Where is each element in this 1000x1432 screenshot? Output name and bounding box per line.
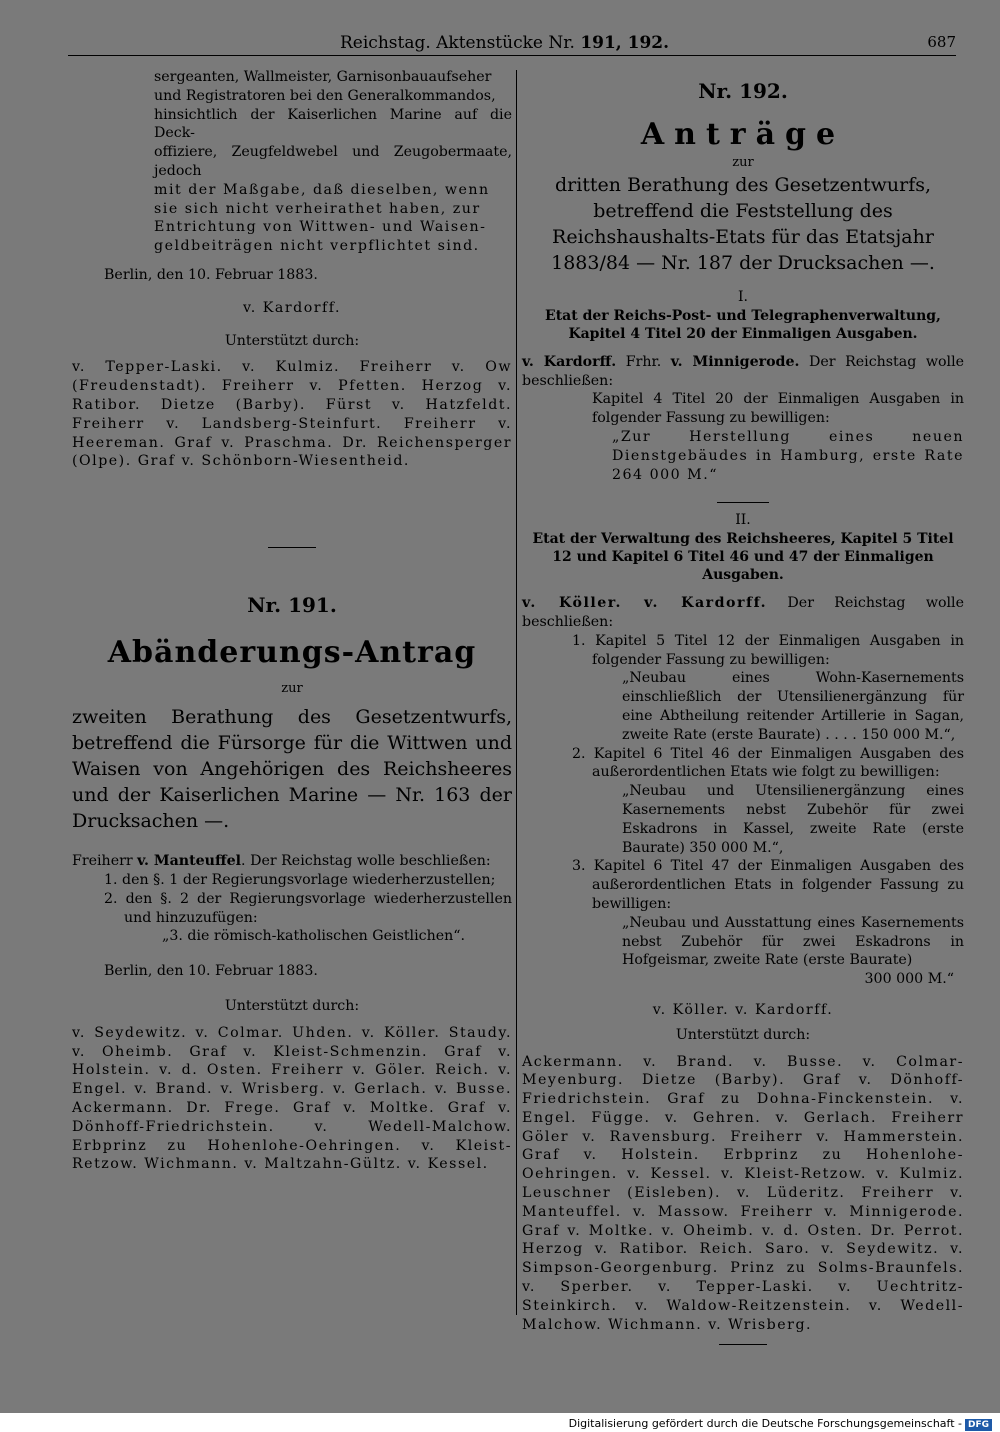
motion-intro — [72, 852, 512, 871]
title-connector: zur — [281, 681, 303, 697]
title-connector: zur — [732, 155, 754, 170]
signature: v. Kardorff. — [242, 299, 342, 316]
text-line: offiziere, Zeugfeldwebel und Zeugobermaate, jedoch — [154, 144, 512, 179]
document-title: Anträge — [640, 117, 846, 152]
section-numeral: I. — [738, 289, 748, 305]
text-line: sie sich nicht verheirathet haben, zur — [154, 200, 481, 217]
supported-by-label: Unterstützt durch: — [675, 1026, 811, 1043]
document-number: Nr. 191. — [247, 593, 337, 618]
motion-quote: „3. die römisch-katholischen Geistlichen“. — [162, 928, 466, 945]
document-subject: dritten Berathung des Gesetzentwurfs, betreffend die Feststellung des Reichshaushalts-Etats für das Etatsjahr 1883/84 — Nr. 187 der Drucksachen —. — [551, 174, 935, 274]
section-numeral: II. — [735, 512, 751, 529]
dfg-logo: DFG — [965, 1419, 992, 1431]
motion-item-3: 3. Kapitel 6 Titel 47 der Einmaligen Ausgaben des außerordentlichen Etats in folgender Fassung zu bewilligen: — [572, 858, 964, 912]
running-header-numbers: 191, 192. — [580, 33, 670, 53]
signature: v. Köller. v. Kardorff. — [652, 1001, 834, 1018]
running-header — [340, 33, 669, 53]
mover-title: Freiherr — [72, 853, 138, 870]
text-line: geldbeiträgen nicht verpflichtet sind. — [154, 238, 480, 255]
text-line: sergeanten, Wallmeister, Garnisonbauaufseher — [154, 69, 492, 85]
motion-intro — [522, 594, 964, 632]
supporters-list: Ackermann. v. Brand. v. Busse. v. Colmar-Meyenburg. Dietze (Barby). Graf v. Dönhoff-Friedrichstein. Graf zu Dohna-Finckenstein. v. Engel. Függe. v. Gehren. v. Gerlach. Freiherr Göler v. Ravensburg. Freiherr v. Hammerstein. Graf v. Holstein. Erbprinz zu Hohenlohe-Oehringen. v. Kessel. v. Kleist-Retzow. v. Kulmiz. Leuschner (Eisleben). v. Lüderitz. Freiherr v. Manteuffel. v. Massow. Freiherr v. Minnigerode. Graf v. Moltke. v. Oheimb. v. d. Osten. Dr. Perrot. Herzog v. Ratibor. Reich. Saro. v. Seydewitz. v. Simpson-Georgenburg. Prinz zu Solms-Braunfels. v. Sperber. v. Tepper-Laski. v. Uechtritz-Steinkirch. v. Waldow-Reitzenstein. v. Wedell-Malchow. Wichmann. v. Wrisberg. — [522, 1053, 964, 1333]
mover-name: v. Minnigerode. — [670, 353, 800, 370]
page-number: 687 — [927, 33, 956, 51]
motion-quote: „Neubau eines Wohn-Kasernements einschließlich der Utensilienergänzung für eine Abtheilung reitender Artillerie in Sagan, zweite Rate (erste Baurate) . . . . 150 000 M.“, — [622, 670, 964, 743]
right-column — [522, 68, 964, 1355]
section-rule — [717, 502, 769, 503]
motion-intro — [522, 353, 964, 391]
text-line: Entrichtung von Wittwen- und Waisen- — [154, 219, 487, 236]
mover-title: Frhr. — [616, 353, 671, 370]
motion-text: Der Reichstag wolle beschließen: — [522, 595, 964, 630]
motion-quote: „Neubau und Ausstattung eines Kasernements nebst Zubehör für zwei Eskadrons in Hofgeismar, zweite Rate (erste Baurate) — [622, 914, 964, 969]
motion-item-1: 1. Kapitel 5 Titel 12 der Einmaligen Ausgaben in folgender Fassung zu bewilligen: — [572, 632, 964, 668]
motion-item-2: 2. den §. 2 der Regierungsvorlage wiederherzustellen und hinzuzufügen: — [104, 890, 512, 926]
text-line: hinsichtlich der Kaiserlichen Marine auf die Deck- — [154, 106, 512, 142]
date-line: Berlin, den 10. Februar 1883. — [104, 963, 318, 980]
motion-body: Kapitel 4 Titel 20 der Einmaligen Ausgaben in folgender Fassung zu bewilligen: — [592, 391, 964, 427]
motion-item-1: 1. den §. 1 der Regierungsvorlage wiederherzustellen; — [104, 871, 496, 888]
section-heading: Etat der Reichs-Post- und Telegraphenverwaltung, Kapitel 4 Titel 20 der Einmaligen Ausgaben. — [545, 307, 941, 342]
motion-item-2: 2. Kapitel 6 Titel 46 der Einmaligen Ausgaben des außerordentlichen Etats wie folgt zu bewilligen: — [572, 745, 964, 781]
section-heading: Etat der Verwaltung des Reichsheeres, Kapitel 5 Titel 12 und Kapitel 6 Titel 46 und 47 der Einmaligen Ausgaben. — [532, 531, 954, 584]
document-number: Nr. 192. — [698, 79, 788, 103]
motion-text: Der Reichstag wolle beschließen: — [522, 353, 965, 389]
footer-credit — [569, 1417, 992, 1431]
supporters-list: v. Tepper-Laski. v. Kulmiz. Freiherr v. Ow (Freudenstadt). Freiherr v. Pfetten. Herzog v. Ratibor. Dietze (Barby). Fürst v. Hatzfeldt. Freiherr v. Landsberg-Steinfurt. Freiherr v. Heereman. Graf v. Praschma. Dr. Reichensperger (Olpe). Graf v. Schönborn-Wiesentheid. — [72, 359, 512, 470]
closing-rule — [719, 1344, 767, 1345]
supported-by-label: Unterstützt durch: — [224, 332, 360, 349]
section-rule — [268, 547, 316, 548]
text-line: und Registratoren bei den Generalkommandos, — [154, 87, 496, 104]
running-header-text: Reichstag. Aktenstücke Nr. — [340, 33, 581, 53]
document-subject: zweiten Berathung des Gesetzentwurfs, betreffend die Fürsorge für die Wittwen und Waisen von Angehörigen des Reichsheeres und der Kaiserlichen Marine — Nr. 163 der Drucksachen —. — [72, 706, 512, 833]
footer-text: Digitalisierung gefördert durch die Deutsche Forschungsgemeinschaft - — [568, 1417, 962, 1430]
mover-name: v. Köller. v. Kardorff. — [522, 595, 768, 612]
header-rule — [68, 55, 956, 56]
left-column — [72, 68, 512, 1174]
column-divider — [516, 70, 517, 1315]
supported-by-label: Unterstützt durch: — [224, 997, 360, 1014]
document-title: Abänderungs-Antrag — [107, 635, 477, 671]
mover-name: v. Kardorff. — [522, 353, 617, 370]
amount: 300 000 M.“ — [864, 971, 954, 988]
mover-name: v. Manteuffel — [137, 853, 242, 870]
motion-quote: „Neubau und Utensilienergänzung eines Kasernements nebst Zubehör für zwei Eskadrons in Kassel, zweite Rate (erste Baurate) 350 000 M.“, — [622, 783, 964, 856]
text-line: mit der Maßgabe, daß dieselben, wenn — [154, 181, 490, 198]
motion-quote: „Zur Herstellung eines neuen Dienstgebäudes in Hamburg, erste Rate 264 000 M.“ — [612, 428, 964, 483]
continuation-text — [72, 68, 512, 256]
date-line: Berlin, den 10. Februar 1883. — [104, 266, 318, 283]
supporters-list: v. Seydewitz. v. Colmar. Uhden. v. Köller. Staudy. v. Oheimb. Graf v. Kleist-Schmenzin. Graf v. Holstein. v. d. Osten. Freiherr v. Göler. Reich. v. Engel. v. Brand. v. Wrisberg. v. Gerlach. v. Busse. Ackermann. Dr. Frege. Graf v. Moltke. Graf v. Dönhoff-Friedrichstein. v. Wedell-Malchow. Erbprinz zu Hohenlohe-Oehringen. v. Kleist-Retzow. Wichmann. v. Maltzahn-Gültz. v. Kessel. — [72, 1024, 512, 1173]
motion-text: . Der Reichstag wolle beschließen: — [241, 853, 491, 870]
